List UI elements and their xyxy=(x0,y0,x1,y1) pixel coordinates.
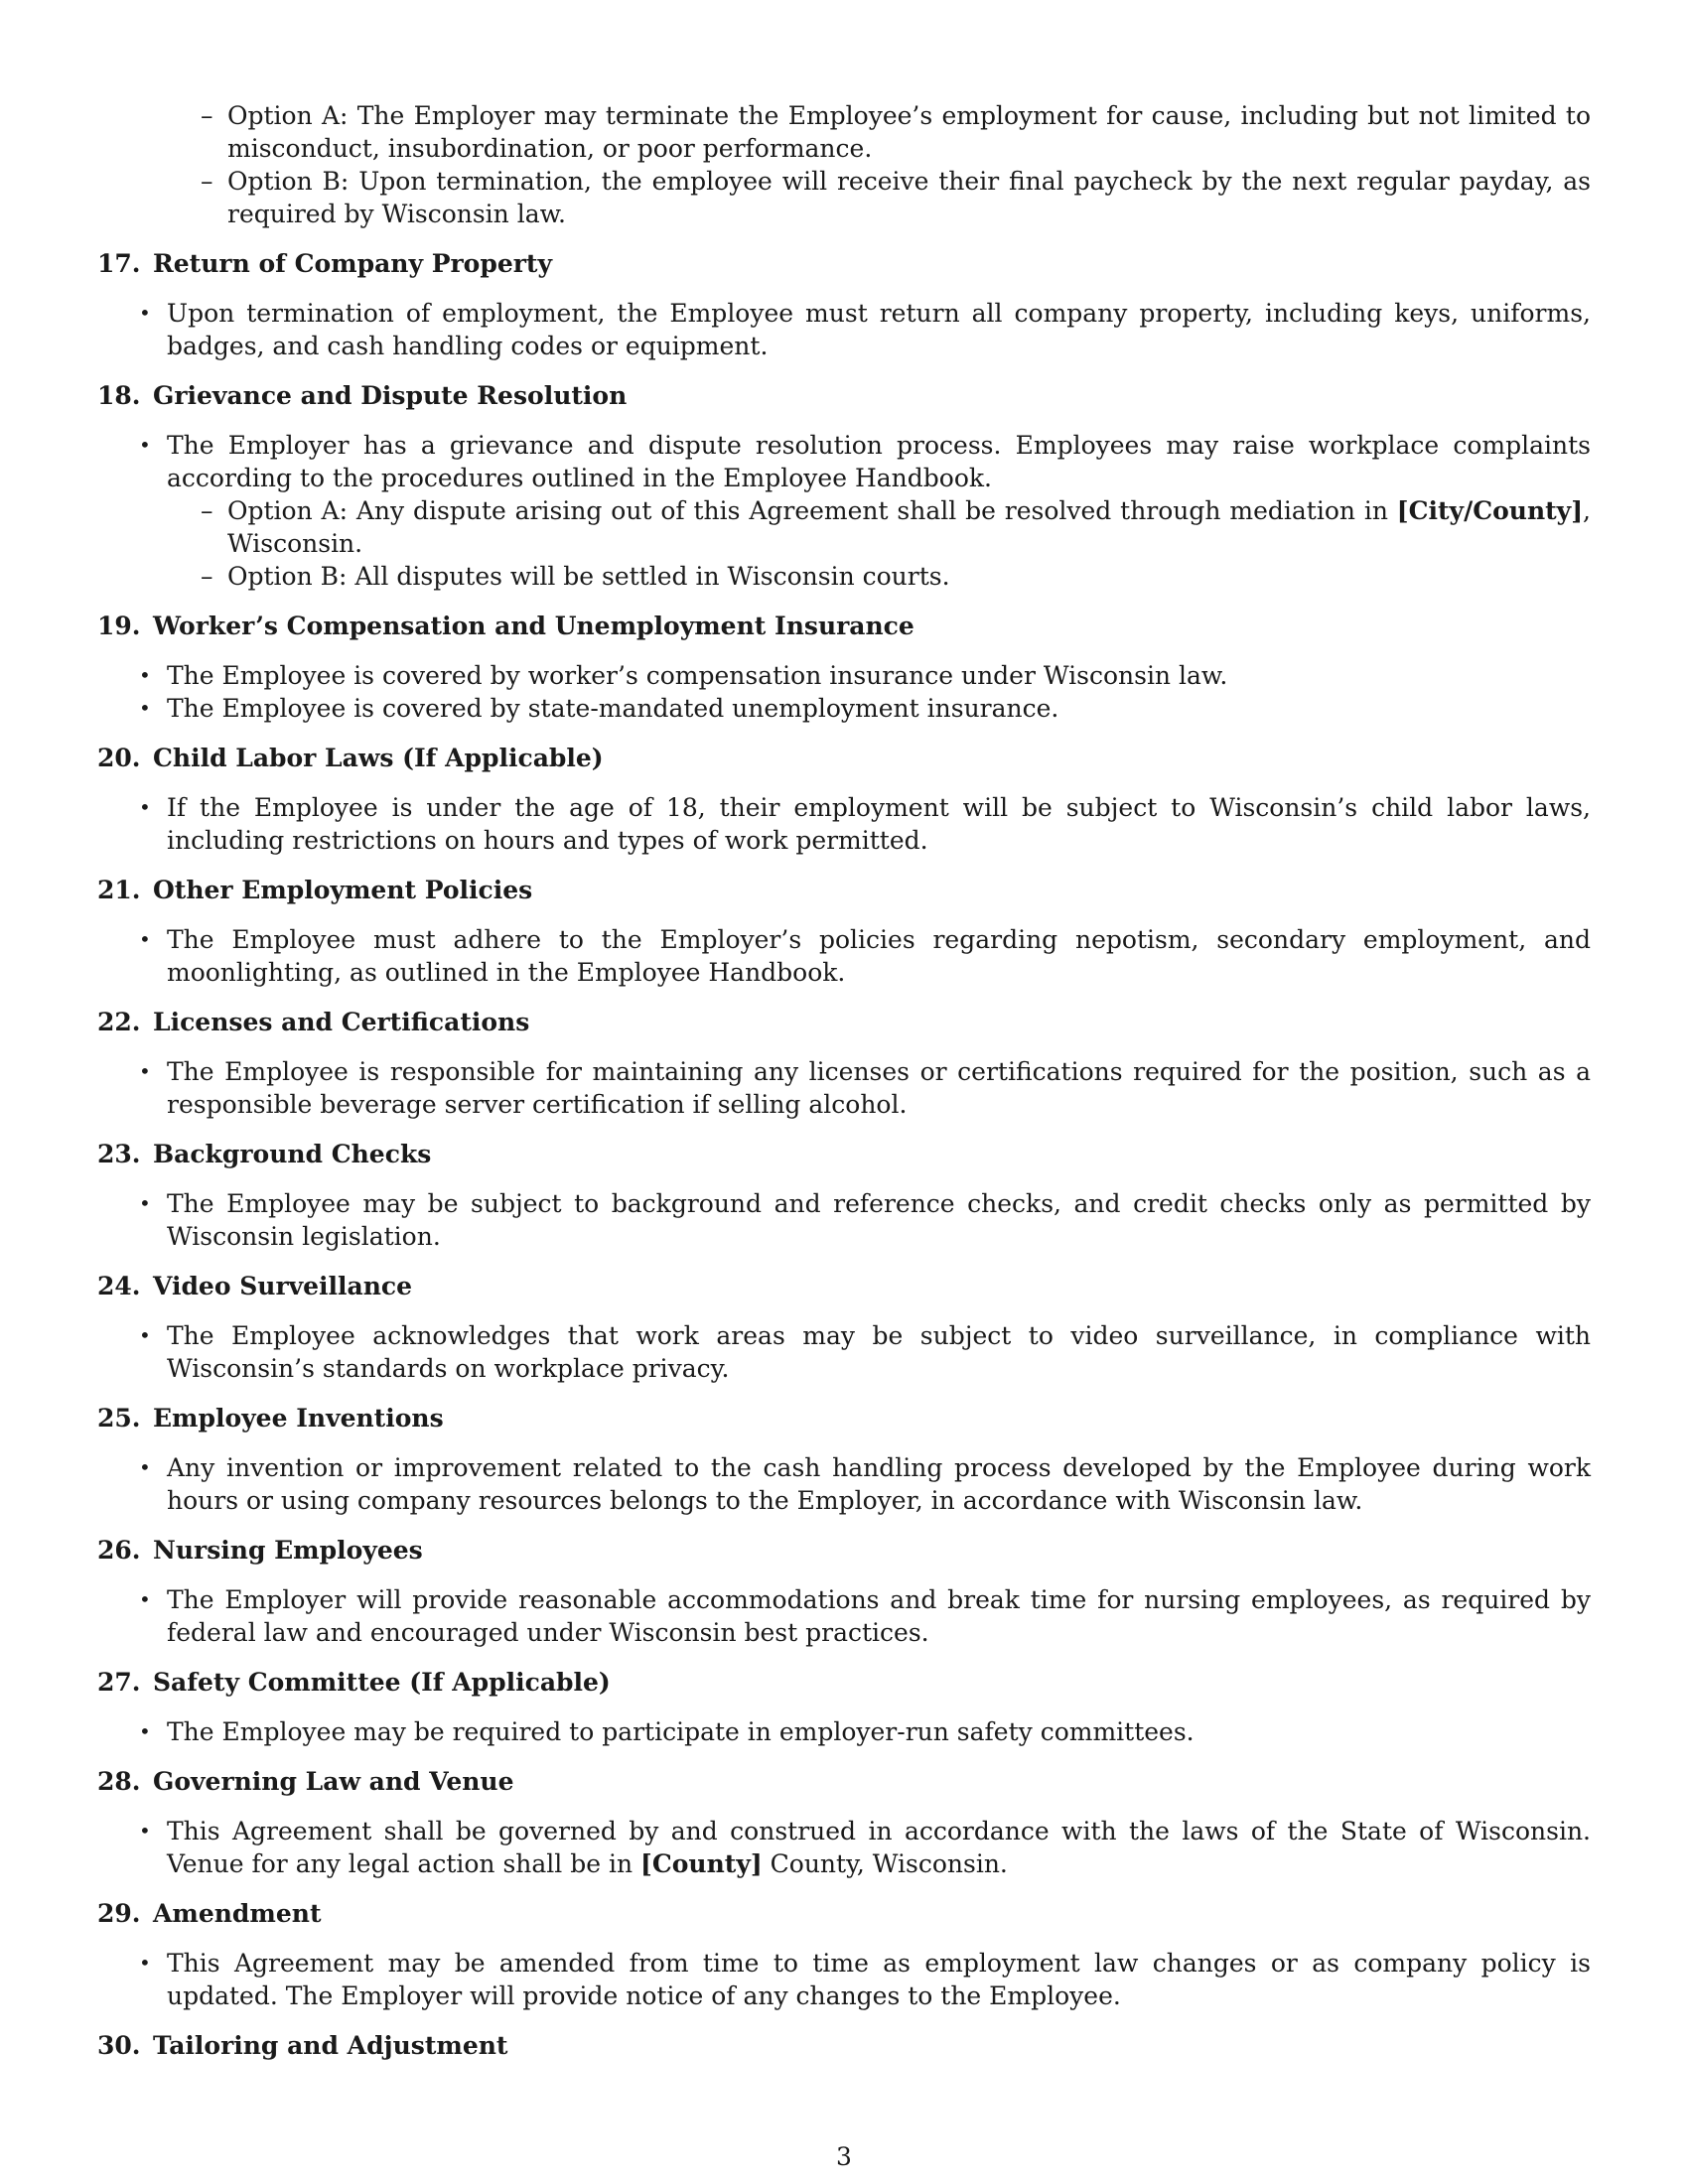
bullet-item xyxy=(97,1583,1591,1649)
bullet-item xyxy=(97,1319,1591,1385)
section-heading xyxy=(97,247,1591,280)
section-heading xyxy=(97,1138,1591,1170)
item-text: The Employee may be required to participate in employer-run safety committees. xyxy=(167,1717,1195,1746)
item-text: The Employee must adhere to the Employer’s policies regarding nepotism, secondary employment, and moonlighting, as outlined in the Employee Handbook. xyxy=(167,925,1591,987)
section xyxy=(97,610,1591,725)
item-text: The Employee may be subject to background and reference checks, and credit checks only as permitted by Wisconsin legislation. xyxy=(167,1189,1591,1251)
section-heading xyxy=(97,1666,1591,1699)
section-heading xyxy=(97,1006,1591,1038)
item-text: If the Employee is under the age of 18, their employment will be subject to Wisconsin’s child labor laws, including restrictions on hours and types of work permitted. xyxy=(167,793,1591,855)
item-text: The Employer has a grievance and dispute resolution process. Employees may raise workplace complaints according to the procedures outlined in the Employee Handbook. xyxy=(167,431,1591,492)
section xyxy=(97,2029,1591,2062)
dash-marker: – xyxy=(201,101,213,130)
section-title: Nursing Employees xyxy=(153,1536,423,1565)
item-text: County, Wisconsin. xyxy=(762,1849,1008,1878)
section xyxy=(97,1006,1591,1121)
section-number: 20. xyxy=(97,744,141,772)
item-text: This Agreement shall be governed by and construed in accordance with the laws of the State of Wisconsin. Venue for any legal action shall be in xyxy=(167,1817,1591,1878)
section-title: Licenses and Certifications xyxy=(153,1008,530,1036)
section-number: 22. xyxy=(97,1008,141,1036)
bullet-marker: • xyxy=(139,663,151,687)
section-number: 25. xyxy=(97,1404,141,1433)
option-text: Option B: Upon termination, the employee will receive their final paycheck by the next regular payday, as required by Wisconsin law. xyxy=(227,167,1591,228)
section-title: Governing Law and Venue xyxy=(153,1767,514,1796)
document-body xyxy=(97,99,1591,2079)
section-title: Other Employment Policies xyxy=(153,876,533,904)
section-heading xyxy=(97,2029,1591,2062)
item-text: The Employer will provide reasonable accommodations and break time for nursing employees, as required by federal law and encouraged under Wisconsin best practices. xyxy=(167,1585,1591,1647)
item-text: This Agreement may be amended from time to time as employment law changes or as company policy is updated. The Employer will provide notice of any changes to the Employee. xyxy=(167,1949,1591,2010)
section xyxy=(97,1765,1591,1880)
bullet-item xyxy=(97,1055,1591,1121)
bullet-marker: • xyxy=(139,1719,151,1743)
section-number: 26. xyxy=(97,1536,141,1565)
section-heading xyxy=(97,379,1591,412)
section-heading xyxy=(97,610,1591,642)
section-number: 19. xyxy=(97,612,141,640)
section xyxy=(97,1402,1591,1517)
bullet-marker: • xyxy=(139,696,151,720)
section-number: 28. xyxy=(97,1767,141,1796)
section xyxy=(97,1534,1591,1649)
bullet-item xyxy=(97,791,1591,857)
bullet-item xyxy=(97,692,1591,725)
bullet-item xyxy=(97,1715,1591,1748)
dash-marker: – xyxy=(201,496,213,525)
bullet-item xyxy=(97,297,1591,362)
item-text: The Employee is covered by worker’s compensation insurance under Wisconsin law. xyxy=(167,661,1228,690)
intro-options xyxy=(97,99,1591,230)
section xyxy=(97,742,1591,857)
section-number: 17. xyxy=(97,249,141,278)
section xyxy=(97,1666,1591,1748)
intro-option xyxy=(97,165,1591,230)
section-title: Employee Inventions xyxy=(153,1404,444,1433)
bullet-item xyxy=(97,1815,1591,1880)
section-heading xyxy=(97,1534,1591,1567)
bullet-marker: • xyxy=(139,1819,151,1843)
section xyxy=(97,1897,1591,2012)
section-number: 27. xyxy=(97,1668,141,1697)
item-text: The Employee acknowledges that work areas may be subject to video surveillance, in compliance with Wisconsin’s standards on workplace privacy. xyxy=(167,1321,1591,1383)
section xyxy=(97,379,1591,593)
item-text: Option B: All disputes will be settled in Wisconsin courts. xyxy=(227,562,950,591)
bullet-item xyxy=(97,923,1591,989)
item-text: Upon termination of employment, the Employee must return all company property, including keys, uniforms, badges, and cash handling codes or equipment. xyxy=(167,299,1591,360)
section-title: Child Labor Laws (If Applicable) xyxy=(153,744,604,772)
bullet-marker: • xyxy=(139,1951,151,1975)
section-title: Worker’s Compensation and Unemployment Insurance xyxy=(153,612,914,640)
section-heading xyxy=(97,742,1591,774)
item-text: , Wisconsin. xyxy=(227,496,1591,558)
section-heading xyxy=(97,1270,1591,1302)
section-title: Amendment xyxy=(153,1899,322,1928)
section-list xyxy=(97,247,1591,2062)
section-title: Video Surveillance xyxy=(153,1272,413,1300)
item-text: The Employee is covered by state-mandated unemployment insurance. xyxy=(167,694,1059,723)
bullet-marker: • xyxy=(139,1455,151,1479)
bullet-item xyxy=(97,659,1591,692)
section xyxy=(97,247,1591,362)
section xyxy=(97,1138,1591,1253)
bullet-item xyxy=(97,1947,1591,2012)
sub-option xyxy=(97,494,1591,560)
section-heading xyxy=(97,1402,1591,1434)
section-title: Return of Company Property xyxy=(153,249,552,278)
dash-marker: – xyxy=(201,167,213,196)
section-heading xyxy=(97,874,1591,906)
section-number: 29. xyxy=(97,1899,141,1928)
bullet-marker: • xyxy=(139,1059,151,1083)
section xyxy=(97,874,1591,989)
section-number: 30. xyxy=(97,2031,141,2060)
bullet-item xyxy=(97,1451,1591,1517)
bullet-marker: • xyxy=(139,1191,151,1215)
section-heading xyxy=(97,1897,1591,1930)
bullet-marker: • xyxy=(139,795,151,819)
section-heading xyxy=(97,1765,1591,1798)
section-title: Grievance and Dispute Resolution xyxy=(153,381,628,410)
section-number: 24. xyxy=(97,1272,141,1300)
bullet-marker: • xyxy=(139,1323,151,1347)
sub-option xyxy=(97,560,1591,593)
section-title: Background Checks xyxy=(153,1140,432,1168)
bullet-marker: • xyxy=(139,301,151,325)
bullet-item xyxy=(97,429,1591,494)
section-title: Tailoring and Adjustment xyxy=(153,2031,508,2060)
section xyxy=(97,1270,1591,1385)
item-text: The Employee is responsible for maintaining any licenses or certifications required for the position, such as a responsible beverage server certification if selling alcohol. xyxy=(167,1057,1591,1119)
intro-option xyxy=(97,99,1591,165)
bullet-marker: • xyxy=(139,433,151,457)
dash-marker: – xyxy=(201,562,213,591)
option-text: Option A: The Employer may terminate the Employee’s employment for cause, including but not limited to misconduct, insubordination, or poor performance. xyxy=(227,101,1591,163)
section-number: 21. xyxy=(97,876,141,904)
section-number: 18. xyxy=(97,381,141,410)
bullet-marker: • xyxy=(139,927,151,951)
placeholder-field: [City/County] xyxy=(1396,496,1584,525)
section-title: Safety Committee (If Applicable) xyxy=(153,1668,611,1697)
item-text: Option A: Any dispute arising out of this Agreement shall be resolved through mediation in xyxy=(227,496,1397,525)
item-text: Any invention or improvement related to the cash handling process developed by the Employee during work hours or using company resources belongs to the Employer, in accordance with Wisconsin law. xyxy=(167,1453,1591,1515)
placeholder-field: [County] xyxy=(640,1849,763,1878)
bullet-marker: • xyxy=(139,1587,151,1611)
section-number: 23. xyxy=(97,1140,141,1168)
bullet-item xyxy=(97,1187,1591,1253)
page-number: 3 xyxy=(836,2142,852,2171)
